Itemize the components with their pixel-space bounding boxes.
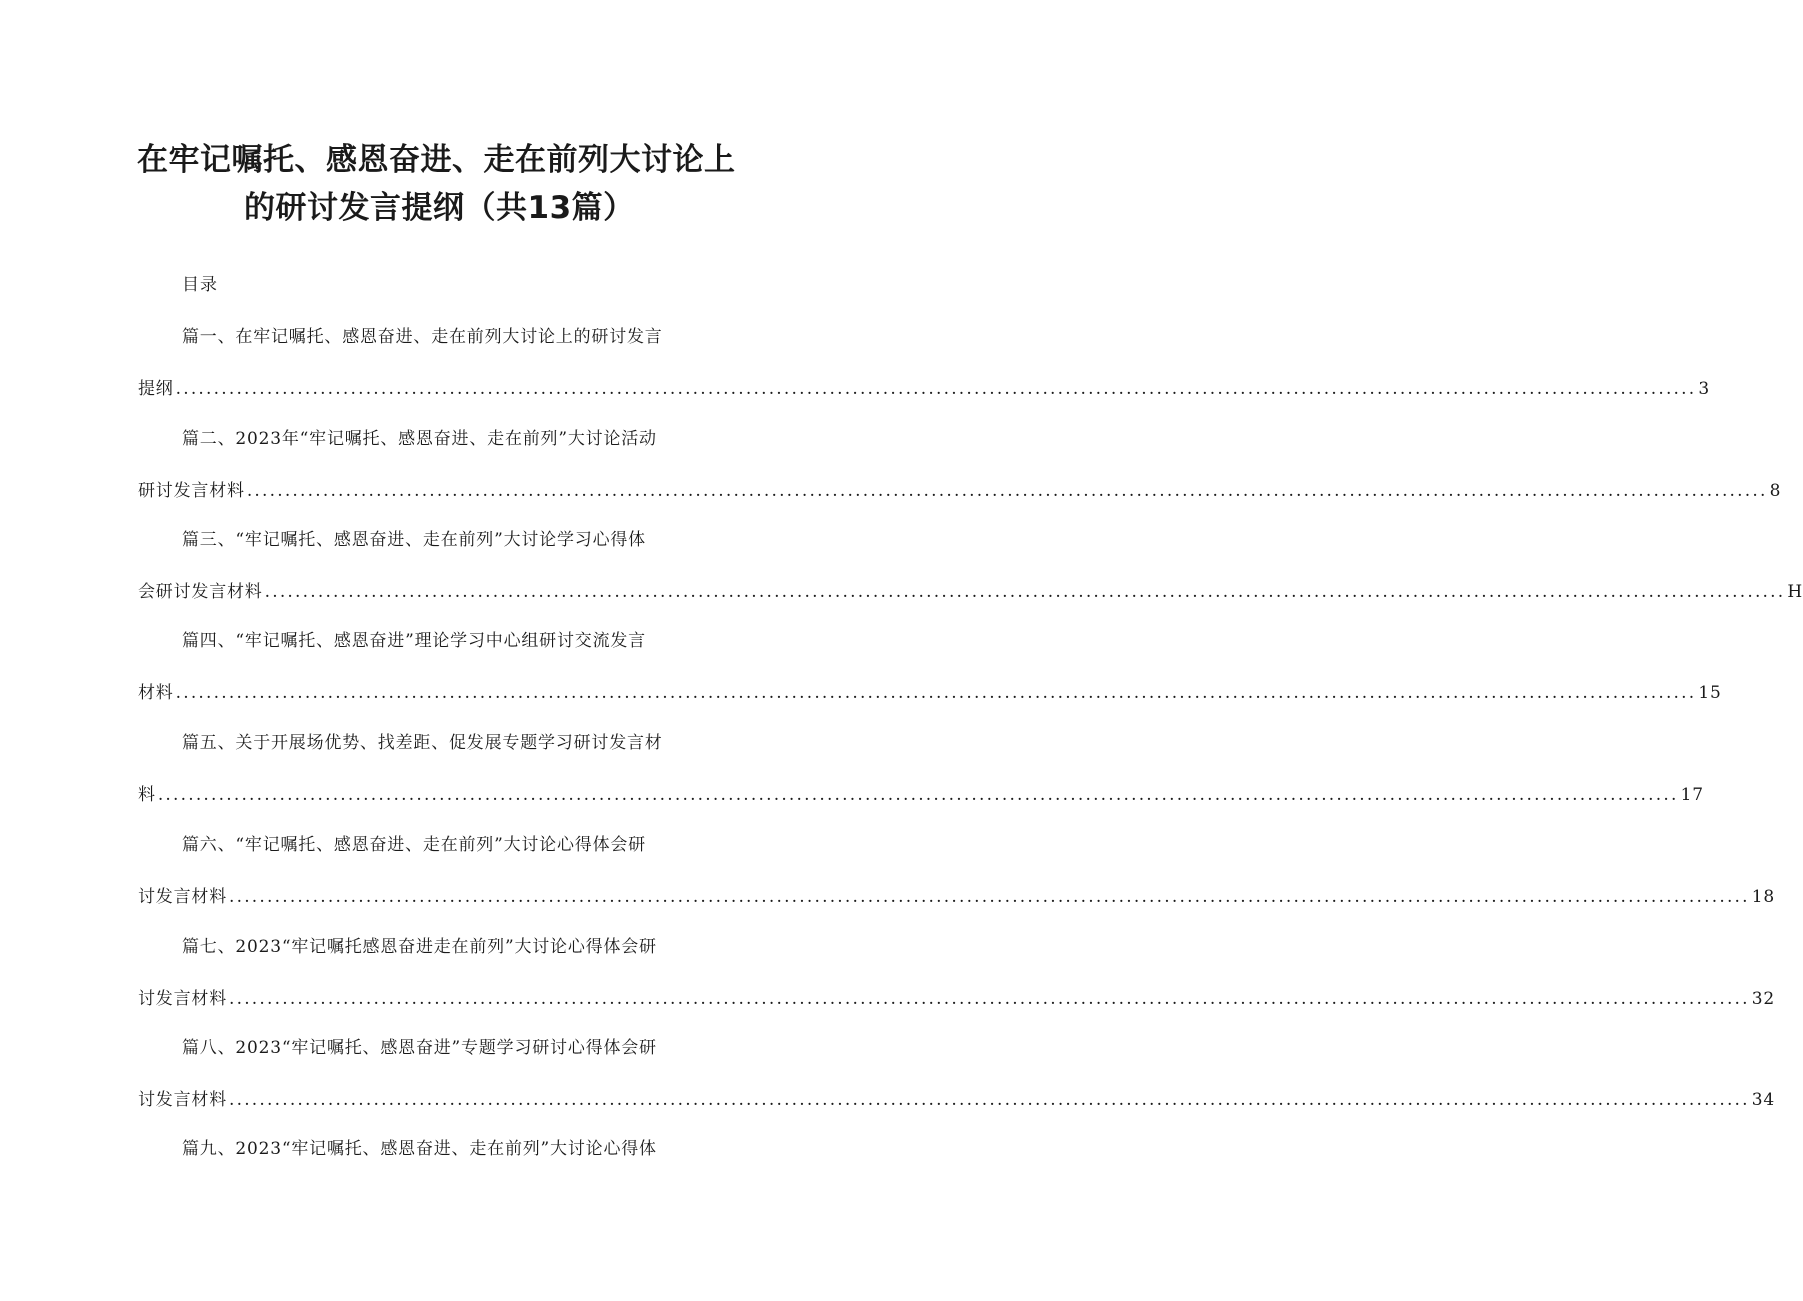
- toc-entry-continuation: [138, 476, 1782, 501]
- toc-leader-dots: ........................................................................................................................................................................................................: [229, 1090, 1750, 1110]
- toc-entry-title-continued: 料: [138, 785, 156, 805]
- toc-entry-continuation: [138, 882, 1775, 907]
- toc-entry-title: 篇六、“牢记嘱托、感恩奋进、走在前列”大讨论心得体会研: [182, 835, 646, 855]
- toc-page-number: 34: [1751, 1090, 1775, 1110]
- toc-entry-continuation: [138, 577, 1803, 602]
- toc-leader-dots: ........................................................................................................................................................................................................: [264, 582, 1786, 602]
- toc-leader-dots: ........................................................................................................................................................................................................: [246, 481, 1768, 501]
- toc-entry-continuation: [138, 374, 1710, 399]
- toc-entry-continuation: [138, 984, 1775, 1009]
- toc-entry-title-continued: 讨发言材料: [138, 887, 227, 907]
- document-title-line-1: 在牢记嘱托、感恩奋进、走在前列大讨论上: [137, 142, 736, 178]
- toc-entry-title-continued: 提纲: [138, 379, 174, 399]
- toc-page-number: 8: [1769, 481, 1782, 501]
- document-title-line-2: 的研讨发言提纲（共13篇）: [244, 190, 635, 226]
- toc-entry-title: 篇三、“牢记嘱托、感恩奋进、走在前列”大讨论学习心得体: [182, 530, 646, 550]
- toc-entry-title: 篇五、关于开展场优势、找差距、促发展专题学习研讨发言材: [182, 733, 663, 753]
- toc-entry-title: 篇四、“牢记嘱托、感恩奋进”理论学习中心组研讨交流发言: [182, 631, 646, 651]
- toc-entry-title-continued: 研讨发言材料: [138, 481, 245, 501]
- toc-entry-title: 篇二、2023年“牢记嘱托、感恩奋进、走在前列”大讨论活动: [182, 429, 657, 449]
- toc-page-number: 3: [1698, 379, 1710, 399]
- toc-page-number: H: [1787, 582, 1803, 602]
- toc-leader-dots: ........................................................................................................................................................................................................: [229, 989, 1750, 1009]
- toc-leader-dots: ........................................................................................................................................................................................................: [157, 785, 1679, 805]
- toc-entry-title: 篇七、2023“牢记嘱托感恩奋进走在前列”大讨论心得体会研: [182, 937, 657, 957]
- toc-page-number: 18: [1751, 887, 1775, 907]
- toc-leader-dots: ........................................................................................................................................................................................................: [175, 683, 1697, 703]
- toc-entry-title-continued: 会研讨发言材料: [138, 582, 263, 602]
- toc-entry-continuation: [138, 780, 1704, 805]
- toc-label: 目录: [182, 275, 218, 295]
- toc-entry-continuation: [138, 1085, 1775, 1110]
- toc-entry-title: 篇八、2023“牢记嘱托、感恩奋进”专题学习研讨心得体会研: [182, 1038, 657, 1058]
- toc-entry-title-continued: 材料: [138, 683, 174, 703]
- toc-entry-title-continued: 讨发言材料: [138, 1090, 227, 1110]
- toc-page-number: 32: [1751, 989, 1775, 1009]
- toc-page-number: 17: [1680, 785, 1704, 805]
- toc-page-number: 15: [1698, 683, 1722, 703]
- toc-leader-dots: ........................................................................................................................................................................................................: [175, 379, 1697, 399]
- toc-entry-title: 篇一、在牢记嘱托、感恩奋进、走在前列大讨论上的研讨发言: [182, 327, 663, 347]
- toc-entry-title: 篇九、2023“牢记嘱托、感恩奋进、走在前列”大讨论心得体: [182, 1139, 657, 1159]
- toc-leader-dots: ........................................................................................................................................................................................................: [229, 887, 1750, 907]
- toc-entry-continuation: [138, 678, 1722, 703]
- toc-entry-title-continued: 讨发言材料: [138, 989, 227, 1009]
